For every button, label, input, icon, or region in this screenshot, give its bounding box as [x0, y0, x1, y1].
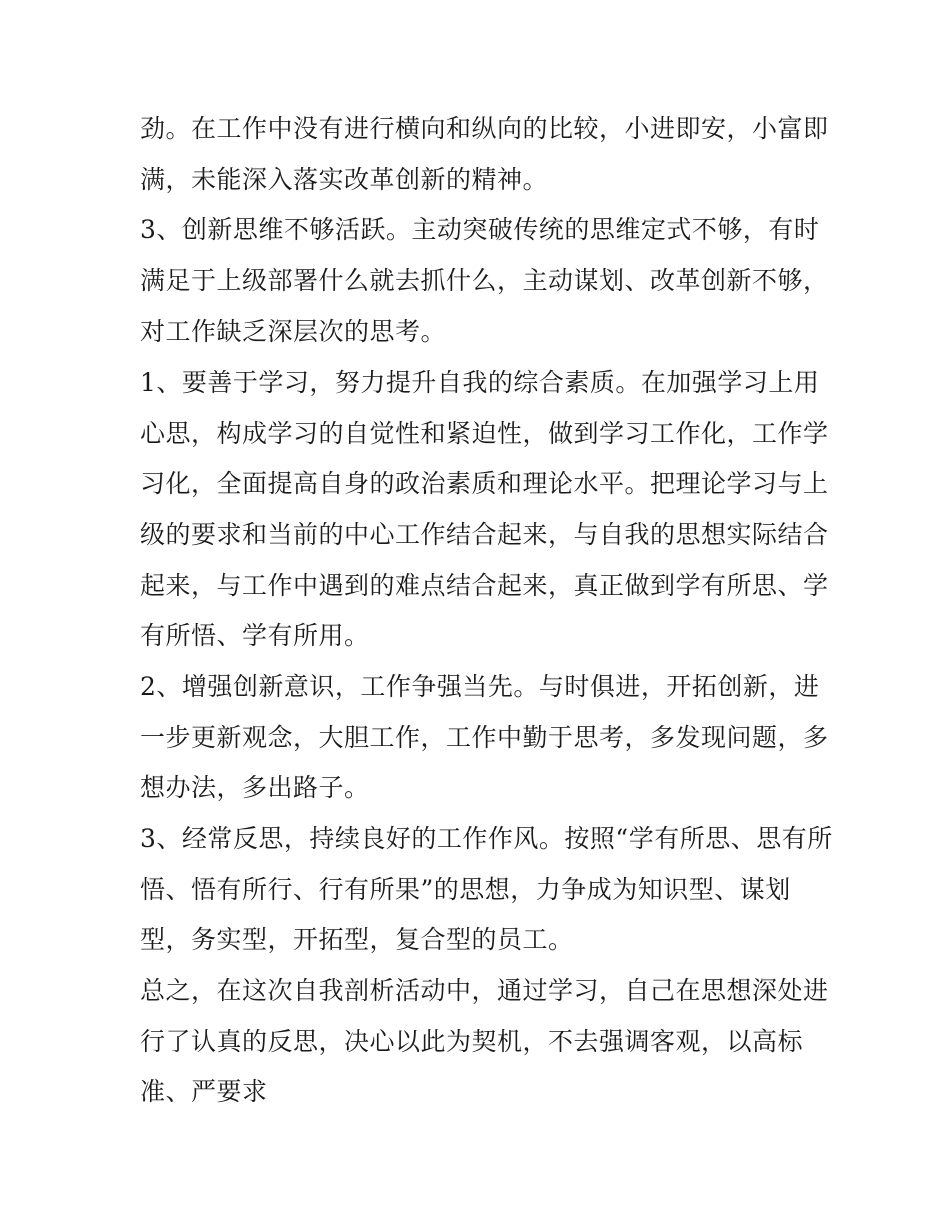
text-line: 3、创新思维不够活跃。主动突破传统的思维定式不够，有时	[140, 215, 820, 244]
text-line: 总之，在这次自我剖析活动中，通过学习，自己在思想深处进	[140, 976, 829, 1005]
text-line: 满，未能深入落实改革创新的精神。	[140, 165, 549, 194]
text-line: 有所悟、学有所用。	[140, 621, 370, 650]
text-line: 悟、悟有所行、行有所果”的思想，力争成为知识型、谋划	[140, 875, 791, 904]
text-line: 心思，构成学习的自觉性和紧迫性，做到学习工作化，工作学	[140, 419, 829, 448]
text-line: 2、增强创新意识，工作争强当先。与时俱进，开拓创新，进	[140, 672, 820, 701]
text-line: 3、经常反思，持续良好的工作作风。按照“学有所思、思有所	[140, 824, 833, 853]
text-line: 起来，与工作中遇到的难点结合起来，真正做到学有所思、学	[140, 571, 829, 600]
text-line: 行了认真的反思，决心以此为契机，不去强调客观，以高标	[140, 1027, 804, 1056]
text-line: 准、严要求	[140, 1077, 268, 1106]
text-line: 级的要求和当前的中心工作结合起来，与自我的思想实际结合	[140, 520, 829, 549]
text-line: 劲。在工作中没有进行横向和纵向的比较，小进即安，小富即	[140, 114, 829, 143]
text-line: 对工作缺乏深层次的思考。	[140, 317, 447, 346]
text-line: 想办法，多出路子。	[140, 773, 370, 802]
text-line: 1、要善于学习，努力提升自我的综合素质。在加强学习上用	[140, 368, 820, 397]
text-line: 满足于上级部署什么就去抓什么，主动谋划、改革创新不够，	[140, 266, 829, 295]
text-line: 习化，全面提高自身的政治素质和理论水平。把理论学习与上	[140, 469, 829, 498]
text-line: 一步更新观念，大胆工作，工作中勤于思考，多发现问题，多	[140, 723, 829, 752]
text-line: 型，务实型，开拓型，复合型的员工。	[140, 925, 574, 954]
